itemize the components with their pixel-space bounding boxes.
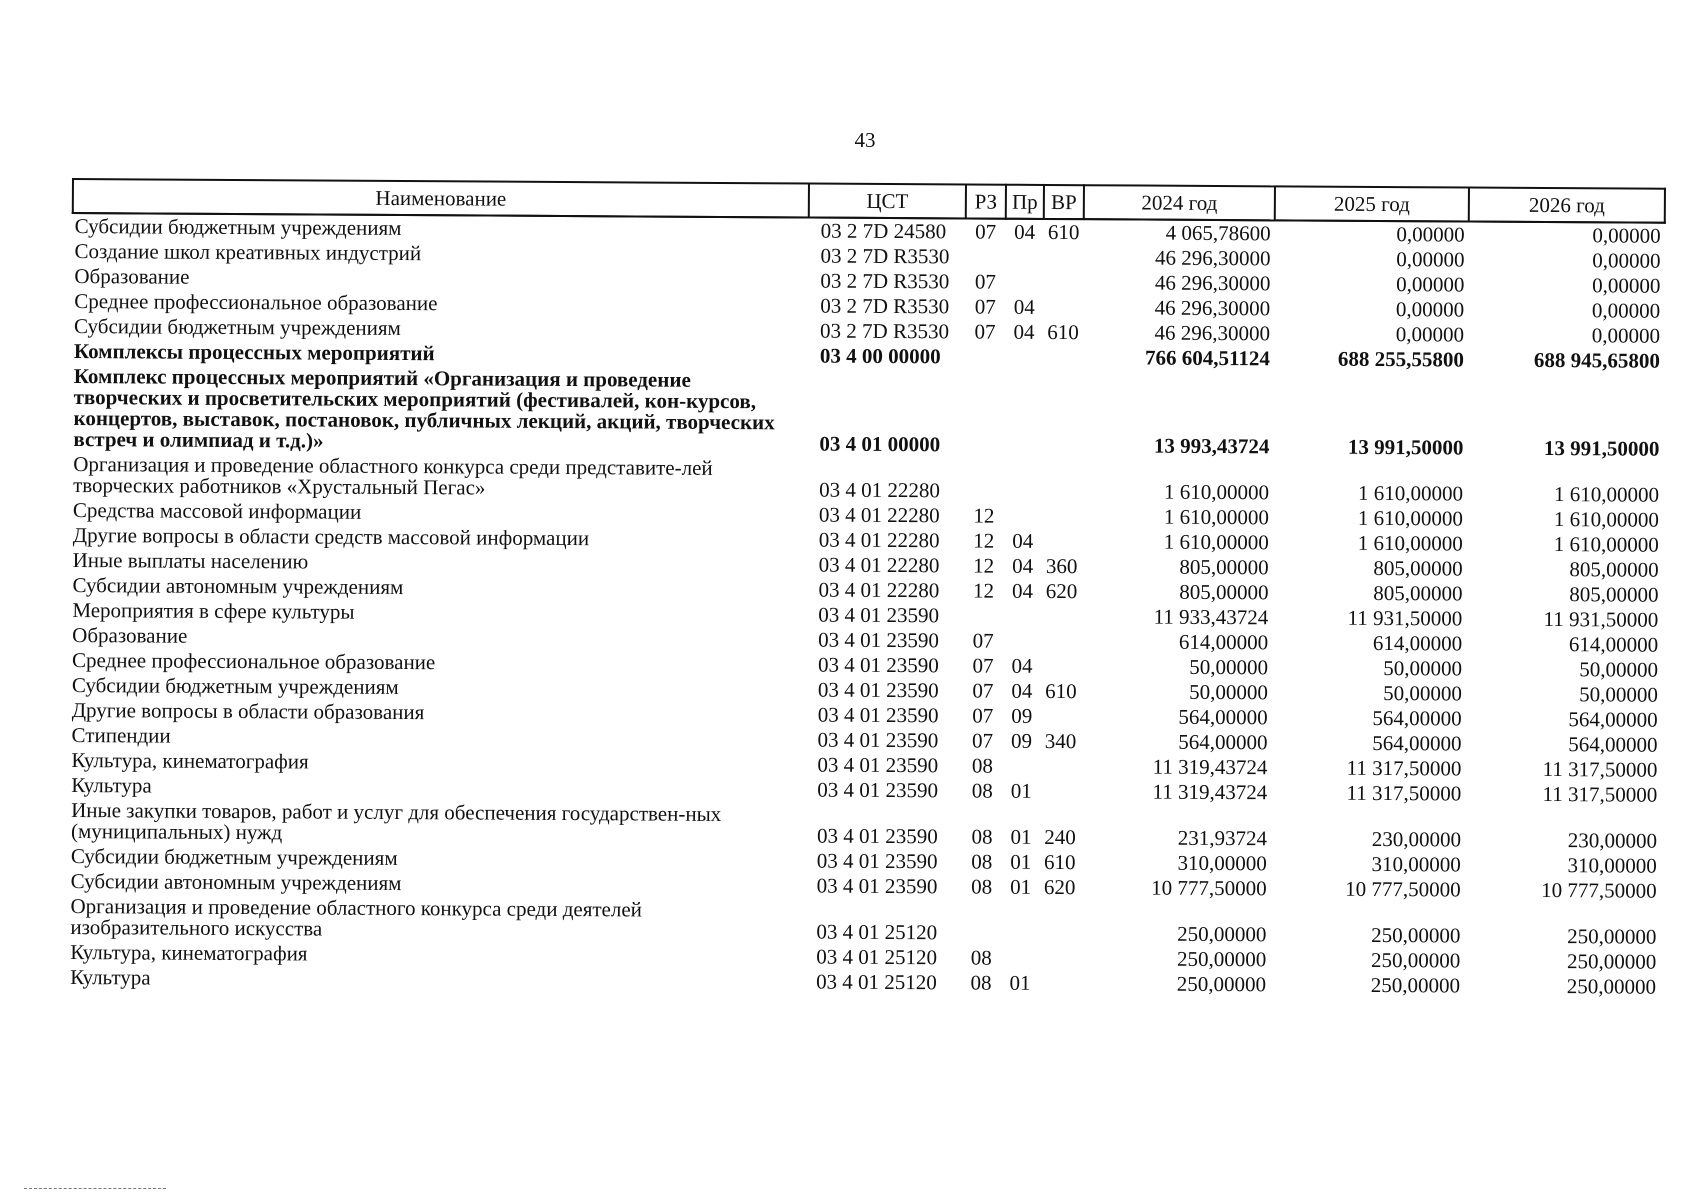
row-cst: 03 2 7D R3530 [820, 318, 950, 344]
row-name: Культура, кинематография [70, 940, 308, 966]
row-value-2024: 50,00000 [1189, 654, 1269, 680]
row-vr [1041, 704, 1081, 729]
header-cst: ЦСТ [809, 184, 966, 219]
row-vr [1042, 504, 1082, 529]
row-value-2025: 0,00000 [1396, 222, 1465, 247]
table-row [71, 364, 1664, 462]
header-pr: Пр [1006, 185, 1044, 219]
row-name: Образование [72, 623, 188, 648]
row-value-2024: 46 296,30000 [1154, 270, 1271, 296]
row-value-2025: 0,00000 [1396, 247, 1465, 272]
row-cst: 03 4 01 25120 [816, 919, 938, 945]
header-2026: 2026 год [1469, 188, 1665, 223]
row-value-2024: 1 610,00000 [1164, 479, 1270, 505]
row-vr: 610 [1045, 678, 1077, 704]
row-name: Субсидии бюджетным учреждениям [71, 673, 399, 700]
row-vr: 240 [1044, 824, 1076, 850]
row-cst: 03 4 01 23590 [817, 652, 939, 678]
row-name: Субсидии автономным учреждениям [70, 869, 402, 896]
row-value-2026: 250,00000 [1567, 924, 1657, 949]
row-rz [964, 369, 1005, 457]
row-value-2024: 766 604,51124 [1145, 345, 1270, 371]
row-vr [1042, 529, 1082, 554]
row-value-2026: 0,00000 [1592, 248, 1661, 273]
row-value-2025: 310,00000 [1371, 851, 1461, 877]
row-value-2025: 1 610,00000 [1358, 480, 1464, 506]
row-value-2025: 805,00000 [1373, 555, 1463, 581]
row-value-2024: 614,00000 [1178, 629, 1269, 655]
row-cst: 03 2 7D R3530 [820, 268, 950, 294]
header-name: Наименование [73, 179, 809, 217]
row-value-2025: 0,00000 [1396, 272, 1465, 297]
row-value-2024: 1 610,00000 [1163, 529, 1269, 555]
row-value-2026: 0,00000 [1591, 298, 1661, 323]
row-pr: 04 [1011, 653, 1033, 678]
row-rz: 07 [972, 653, 994, 678]
row-name: Среднее профессиональное образование [71, 648, 436, 675]
row-pr: 04 [1011, 578, 1034, 603]
row-name: Субсидии бюджетным учреждениям [74, 214, 402, 241]
row-pr: 09 [1011, 703, 1033, 728]
row-value-2026: 50,00000 [1579, 657, 1659, 682]
row-vr [1042, 458, 1082, 504]
row-value-2026: 10 777,50000 [1541, 877, 1657, 903]
row-value-2024: 564,00000 [1178, 704, 1268, 730]
row-rz: 12 [972, 578, 995, 603]
row-value-2025: 614,00000 [1372, 630, 1463, 656]
row-value-2025: 50,00000 [1383, 656, 1463, 681]
budget-table [67, 178, 1666, 1000]
row-rz [965, 344, 1005, 369]
row-cst: 03 4 00 00000 [819, 343, 941, 369]
row-vr [1040, 779, 1080, 804]
row-vr [1042, 370, 1083, 458]
row-value-2026: 0,00000 [1591, 323, 1661, 348]
row-value-2025: 0,00000 [1395, 297, 1465, 322]
row-value-2024: 11 319,43724 [1152, 754, 1268, 780]
row-cst: 03 4 01 23590 [817, 702, 939, 728]
row-cst: 03 4 01 22280 [818, 502, 940, 528]
row-vr: 610 [1047, 219, 1080, 245]
row-value-2025: 11 317,50000 [1346, 755, 1462, 781]
row-cst: 03 4 01 23590 [817, 752, 939, 778]
row-vr: 360 [1045, 553, 1078, 579]
row-pr: 01 [1010, 874, 1032, 899]
row-name: Иные выплаты населению [72, 548, 309, 574]
row-pr: 04 [1014, 219, 1036, 244]
row-value-2025: 50,00000 [1383, 681, 1462, 706]
row-vr [1041, 654, 1081, 679]
row-pr [1005, 270, 1043, 295]
header-2025: 2025 год [1275, 186, 1469, 221]
row-name: Организация и проведение областного конкурса среди представите-лей творческих работников «Хрустальный Пегас» [73, 452, 713, 500]
row-vr: 620 [1043, 874, 1076, 900]
row-value-2026: 1 610,00000 [1553, 532, 1659, 557]
header-vr: ВР [1044, 185, 1084, 219]
row-pr: 01 [1010, 778, 1032, 803]
row-value-2024: 13 993,43724 [1153, 433, 1270, 459]
row-cst: 03 4 01 25120 [816, 969, 937, 995]
row-vr [1041, 604, 1081, 629]
row-rz: 07 [972, 728, 994, 753]
row-cst: 03 4 01 22280 [818, 527, 940, 553]
row-value-2025: 564,00000 [1372, 730, 1462, 756]
row-cst: 03 4 01 22280 [818, 577, 940, 603]
row-value-2026: 564,00000 [1568, 707, 1658, 732]
row-name: Комплекс процессных мероприятий «Организация и проведение творческих и просветительских мероприятий (фестивалей, кон-курсов, концертов, выставок, постановок, публичных лекций, акций, творческих встреч и олимпиад и т.д.)» [73, 364, 775, 453]
row-pr [1005, 245, 1043, 270]
row-cst: 03 4 01 22280 [818, 552, 940, 578]
row-cst: 03 4 01 25120 [816, 944, 938, 970]
row-cst: 03 4 01 23590 [816, 848, 938, 874]
row-value-2025: 805,00000 [1373, 580, 1463, 606]
row-value-2024: 1 610,00000 [1163, 504, 1270, 530]
row-value-2026: 250,00000 [1566, 974, 1657, 999]
page-number: 43 [854, 128, 876, 152]
row-rz [965, 244, 1005, 269]
row-rz: 08 [971, 824, 993, 849]
row-value-2026: 1 610,00000 [1553, 507, 1660, 532]
row-value-2024: 11 933,43724 [1153, 604, 1269, 630]
row-value-2024: 231,93724 [1177, 825, 1268, 851]
row-value-2026: 310,00000 [1567, 853, 1657, 878]
row-value-2024: 46 296,30000 [1154, 295, 1271, 321]
row-name: Образование [74, 264, 190, 289]
row-value-2024: 10 777,50000 [1151, 875, 1267, 901]
row-cst: 03 4 01 23590 [816, 873, 938, 899]
row-pr: 01 [1010, 849, 1032, 874]
row-value-2026: 13 991,50000 [1543, 435, 1660, 461]
row-value-2026: 11 317,50000 [1542, 756, 1658, 782]
row-value-2026: 50,00000 [1579, 682, 1658, 707]
row-rz: 07 [974, 269, 996, 294]
row-pr: 04 [1013, 294, 1035, 319]
row-value-2026: 564,00000 [1568, 732, 1658, 757]
row-pr [1004, 504, 1042, 529]
row-pr: 04 [1012, 553, 1034, 578]
row-value-2025: 1 610,00000 [1357, 505, 1464, 531]
row-value-2024: 50,00000 [1189, 679, 1268, 705]
row-pr [1004, 458, 1042, 504]
header-2024: 2024 год [1084, 185, 1275, 220]
row-rz: 08 [971, 874, 993, 899]
row-value-2024: 310,00000 [1177, 850, 1267, 876]
row-value-2024: 46 296,30000 [1154, 245, 1271, 271]
row-value-2025: 250,00000 [1371, 922, 1461, 948]
row-vr [1041, 629, 1081, 654]
row-value-2025: 1 610,00000 [1357, 530, 1463, 556]
row-value-2024: 250,00000 [1176, 946, 1267, 972]
row-value-2024: 805,00000 [1179, 554, 1269, 580]
row-value-2025: 0,00000 [1395, 322, 1465, 347]
row-name: Мероприятия в сфере культуры [72, 598, 355, 624]
row-name: Культура, кинематография [71, 748, 309, 774]
row-pr: 01 [1010, 824, 1032, 849]
row-name: Средства массовой информации [72, 498, 362, 524]
row-value-2026: 0,00000 [1592, 273, 1661, 298]
row-value-2025: 688 255,55800 [1337, 346, 1464, 372]
row-rz: 07 [974, 294, 996, 319]
row-pr [1001, 946, 1039, 971]
row-name: Культура [70, 965, 151, 990]
row-rz: 08 [971, 778, 993, 803]
row-value-2026: 0,00000 [1592, 223, 1661, 248]
row-name: Субсидии бюджетным учреждениям [74, 314, 401, 341]
row-value-2025: 564,00000 [1372, 705, 1462, 731]
row-vr: 620 [1045, 578, 1078, 604]
row-cst: 03 2 7D R3530 [820, 293, 950, 319]
row-value-2026: 11 931,50000 [1543, 606, 1659, 632]
row-pr [1001, 900, 1039, 946]
row-name: Создание школ креативных индустрий [74, 239, 422, 266]
row-rz [963, 603, 1003, 628]
row-vr [1040, 754, 1080, 779]
row-rz [964, 457, 1004, 503]
row-vr: 340 [1044, 728, 1077, 754]
row-value-2026: 805,00000 [1569, 582, 1659, 607]
row-cst: 03 4 01 23590 [818, 602, 940, 628]
row-name: Субсидии автономным учреждениям [72, 573, 404, 600]
row-pr: 01 [1009, 970, 1031, 995]
row-value-2025: 11 931,50000 [1347, 605, 1463, 631]
row-rz: 08 [970, 970, 992, 995]
row-rz: 12 [973, 503, 995, 528]
row-rz: 08 [971, 753, 994, 778]
row-vr [1039, 900, 1079, 946]
row-rz: 07 [974, 319, 996, 344]
row-value-2024: 805,00000 [1179, 579, 1269, 605]
row-rz [961, 899, 1001, 945]
row-value-2025: 250,00000 [1370, 947, 1461, 973]
row-value-2024: 11 319,43724 [1152, 779, 1268, 805]
row-pr [1005, 345, 1043, 370]
row-rz: 08 [970, 945, 992, 970]
row-cst: 03 4 01 23590 [816, 823, 938, 849]
row-name: Стипендии [71, 723, 171, 748]
row-value-2026: 11 317,50000 [1542, 781, 1658, 807]
row-name: Комплексы процессных мероприятий [73, 339, 435, 366]
row-cst: 03 2 7D 24580 [820, 218, 947, 244]
row-vr: 610 [1047, 319, 1079, 345]
row-cst: 03 4 01 23590 [818, 627, 940, 653]
row-cst: 03 4 01 00000 [819, 431, 941, 457]
row-value-2026: 1 610,00000 [1554, 482, 1660, 507]
row-value-2024: 250,00000 [1176, 971, 1267, 997]
row-pr [1002, 754, 1040, 779]
row-vr [1039, 946, 1079, 971]
row-vr [1043, 245, 1083, 270]
row-value-2026: 614,00000 [1568, 632, 1659, 657]
row-pr: 09 [1011, 728, 1033, 753]
row-rz: 07 [975, 219, 997, 244]
table-body [68, 213, 1665, 1000]
row-value-2026: 230,00000 [1567, 828, 1658, 853]
footer-divider [24, 1188, 166, 1189]
row-vr [1043, 295, 1083, 320]
row-name: Другие вопросы в области образования [71, 698, 425, 725]
row-name: Культура [71, 773, 152, 798]
row-cst: 03 4 01 23590 [817, 727, 939, 753]
row-name: Организация и проведение областного конкурса среди деятелей изобразительного искусства [70, 894, 643, 941]
row-value-2025: 230,00000 [1371, 826, 1462, 852]
row-name: Другие вопросы в области средств массовой информации [72, 523, 590, 551]
row-pr [1003, 604, 1041, 629]
row-value-2025: 250,00000 [1370, 972, 1461, 998]
row-cst: 03 2 7D R3530 [820, 243, 950, 269]
row-value-2026: 688 945,65800 [1533, 347, 1660, 373]
row-rz: 12 [973, 528, 995, 553]
row-rz: 07 [972, 628, 994, 653]
row-name: Субсидии бюджетным учреждениям [70, 844, 398, 871]
row-value-2025: 13 991,50000 [1347, 434, 1464, 460]
header-rz: РЗ [966, 184, 1006, 218]
row-value-2025: 11 317,50000 [1346, 780, 1462, 806]
row-pr [1003, 629, 1041, 654]
row-value-2025: 10 777,50000 [1345, 876, 1461, 902]
row-rz: 07 [972, 703, 994, 728]
row-cst: 03 4 01 23590 [817, 677, 939, 703]
row-pr [1004, 370, 1043, 458]
row-vr [1043, 270, 1083, 295]
row-value-2024: 46 296,30000 [1154, 320, 1271, 346]
row-vr [1039, 971, 1079, 996]
row-pr: 04 [1013, 319, 1035, 344]
row-name: Иные закупки товаров, работ и услуг для обеспечения государствен-ных (муниципальных) нужд [70, 798, 722, 845]
row-cst: 03 4 01 23590 [817, 777, 939, 803]
row-value-2026: 250,00000 [1566, 949, 1657, 974]
row-vr: 610 [1044, 849, 1076, 875]
row-value-2024: 250,00000 [1177, 921, 1267, 947]
row-name: Среднее профессиональное образование [74, 289, 438, 316]
row-value-2024: 4 065,78600 [1165, 220, 1271, 246]
row-rz: 07 [972, 678, 994, 703]
row-cst: 03 4 01 22280 [819, 477, 940, 503]
row-pr: 04 [1012, 528, 1034, 553]
row-value-2026: 805,00000 [1569, 557, 1659, 582]
row-value-2024: 564,00000 [1178, 729, 1268, 755]
row-vr [1043, 345, 1083, 370]
row-rz: 08 [971, 849, 993, 874]
row-pr: 04 [1011, 678, 1033, 703]
row-rz: 12 [973, 553, 995, 578]
